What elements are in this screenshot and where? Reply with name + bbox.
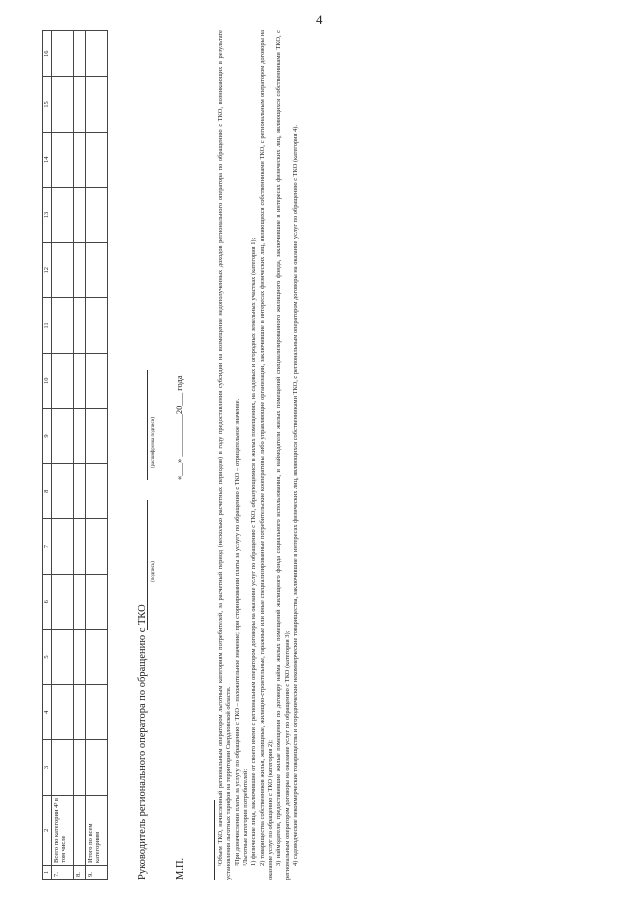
signature-line	[147, 500, 148, 630]
category-3: 3) наймодатели, предоставившие жилые помещения по договору найма жилых помещений жилищного фонда социального использования, и наймодатели жилых помещений специализированного жилищного фонда, заключившие в интересах физических лиц, являющихся собственниками ТКО, с региональным оператором договоры на оказание услуг по обращению с ТКО (категория 3);	[275, 30, 291, 880]
signature-date: «___» __________20___ года	[174, 375, 184, 480]
signature-caption: (подпись)	[151, 561, 156, 582]
footnote-1: ¹Объем ТКО, начисленный региональным оператором льготным категориям потребителей, за расчетный период (несколько расчетных периодов) в году предоставления субсидии на возмещение недополученных доходов регионального оператора по обращению с ТКО, возникающих в результате установления льготных тарифов на территории Свердловской области.	[217, 30, 233, 880]
col-header: 10	[43, 353, 52, 408]
category-2: 2) товарищества собственников жилья, жилищные, жилищно-строительные, гаражные или иные специализированные потребительские кооперативы либо управляющие организации, заключившие в интересах физических лиц, являющихся собственниками ТКО, с региональным оператором договоры на оказание услуг по обращению с ТКО (категория 2);	[258, 30, 274, 880]
footnote-3: ³Льготные категории потребителей:	[241, 768, 249, 866]
col-header: 15	[43, 77, 52, 132]
row-label: Всего по категории 4³ в том числе	[52, 795, 74, 865]
footnote-rule	[214, 800, 215, 880]
table-header-row	[43, 31, 52, 880]
signature-block	[137, 30, 197, 880]
table-row	[86, 31, 108, 880]
row-number: 9.	[86, 865, 108, 879]
col-header: 7	[43, 519, 52, 574]
col-header: 8	[43, 464, 52, 519]
name-line	[147, 370, 148, 480]
category-4: 4) садоводческие некоммерческие товарищества и огороднические некоммерческие товарищества, заключившие в интересах физических лиц, являющихся собственниками ТКО, с региональным оператором договоры на оказание услуг по обращению с ТКО (категория 4).	[291, 124, 299, 866]
table-row	[74, 31, 86, 880]
name-caption: (расшифровка подписи)	[151, 416, 156, 468]
col-header: 11	[43, 298, 52, 353]
col-header: 16	[43, 31, 52, 77]
row-number: 7.	[52, 865, 74, 879]
row-label	[74, 795, 86, 865]
col-header: 9	[43, 408, 52, 463]
col-header: 13	[43, 187, 52, 242]
col-header: 1	[43, 865, 52, 879]
report-table	[42, 30, 108, 880]
page-number: 4	[316, 12, 323, 27]
category-1: 1) физические лица, заключившие от своего имени с региональным оператором договоры на оказание услуг по обращению с ТКО, образующимися в жилых помещениях, на садовых и огородных земельных участках (категория 1);	[250, 237, 258, 866]
col-header: 6	[43, 574, 52, 629]
col-header: 14	[43, 132, 52, 187]
stamp-place: М.П.	[175, 857, 186, 880]
row-label: Итого по всем категориям	[86, 795, 108, 865]
col-header: 4	[43, 685, 52, 740]
col-header: 3	[43, 740, 52, 795]
col-header: 12	[43, 243, 52, 298]
col-header: 5	[43, 629, 52, 684]
col-header: 2	[43, 795, 52, 865]
footnote-2: ²При доначислении платы за услугу по обращению с ТКО – положительное значение; при сторнировании платы за услугу по обращению с ТКО – отрицательное значение.	[233, 398, 241, 866]
signature-title: Руководитель регионального оператора по обращению с ТКО	[137, 604, 148, 880]
rotated-sheet	[42, 10, 602, 880]
table-row	[52, 31, 74, 880]
row-number: 8.	[74, 865, 86, 879]
footnotes	[217, 30, 300, 880]
